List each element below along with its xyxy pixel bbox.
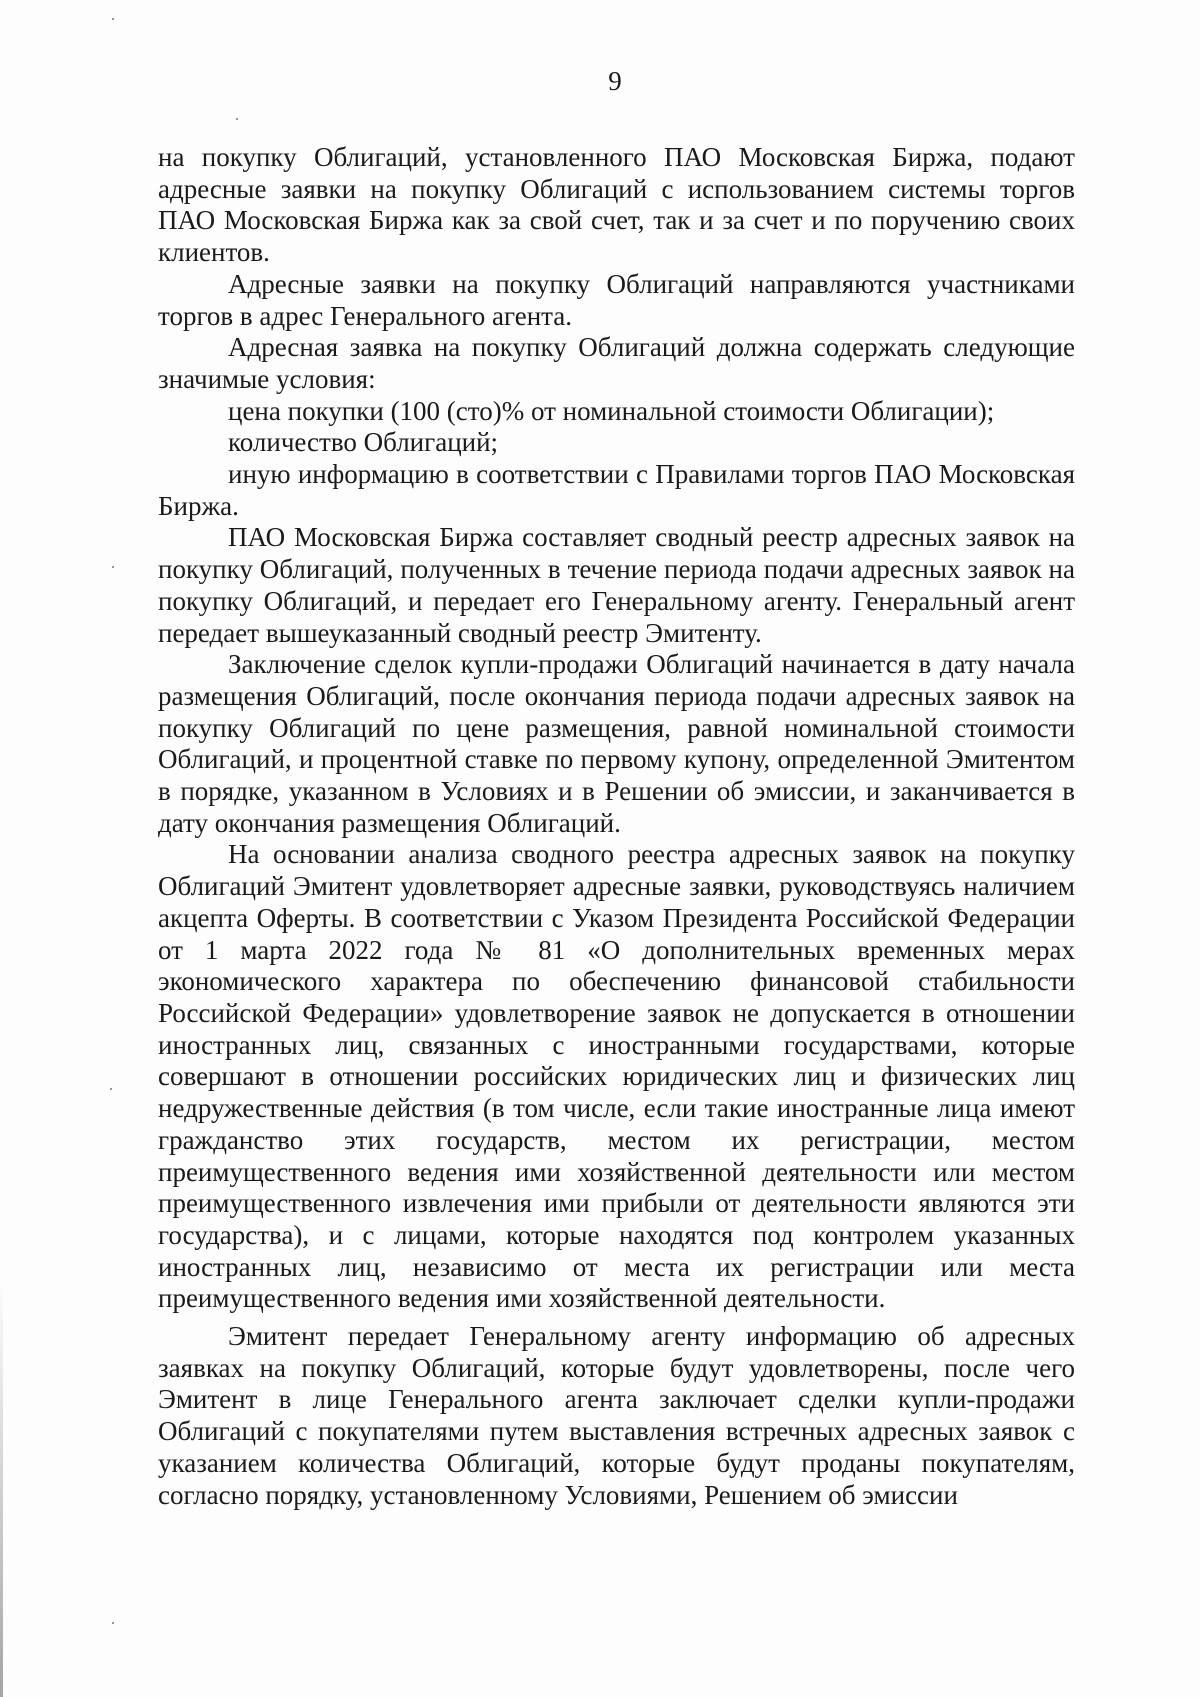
paragraph: На основании анализа сводного реестра адресных заявок на покупку Облигаций Эмитент удовлетворяет адресные заявки, руководствуясь наличием акцепта Оферты. В соответствии с Указом Президента Российской Федерации от 1 марта 2022 года № 81 «О дополнительных временных мерах экономического характера по обеспечению финансовой стабильности Российской Федерации» удовлетворение заявок не допускается в отношении иностранных лиц, связанных с иностранными государствами, которые совершают в отношении российских юридических лиц и физических лиц недружественные действия (в том числе, если такие иностранные лица имеют гражданство этих государств, местом их регистрации, местом преимущественного ведения ими хозяйственной деятельности или местом преимущественного извлечения ими прибыли от деятельности являются эти государства), и с лицами, которые находятся под контролем указанных иностранных лиц, независимо от места их регистрации или места преимущественного ведения ими хозяйственной деятельности. <box>158 839 1075 1314</box>
paragraph: Эмитент передает Генеральному агенту информацию об адресных заявках на покупку Облигаций, которые будут удовлетворены, после чего Эмитент в лице Генерального агента заключает сделки купли-продажи Облигаций с покупателями путем выставления встречных адресных заявок с указанием количества Облигаций, которые будут проданы покупателям, согласно порядку, установленному Условиями, Решением об эмиссии <box>158 1321 1075 1510</box>
paragraph-continuation: на покупку Облигаций, установленного ПАО Московская Биржа, подают адресные заявки на покупку Облигаций с использованием системы торгов ПАО Московская Биржа как за свой счет, так и за счет и по поручению своих клиентов. <box>158 142 1075 268</box>
paragraph: Адресные заявки на покупку Облигаций направляются участниками торгов в адрес Генерального агента. <box>158 268 1075 331</box>
scan-speck <box>112 1622 114 1624</box>
paragraph: ПАО Московская Биржа составляет сводный реестр адресных заявок на покупку Облигаций, полученных в течение периода подачи адресных заявок на покупку Облигаций, и передает его Генеральному агенту. Генеральный агент передает вышеуказанный сводный реестр Эмитенту. <box>158 522 1075 648</box>
scan-speck <box>112 18 114 20</box>
page-number: 9 <box>608 66 622 96</box>
paragraph: Заключение сделок купли-продажи Облигаций начинается в дату начала размещения Облигаций, после окончания периода подачи адресных заявок на покупку Облигаций по цене размещения, равной номинальной стоимости Облигаций, и процентной ставке по первому купону, определенной Эмитентом в порядке, указанном в Условиях и в Решении об эмиссии, и заканчивается в дату окончания размещения Облигаций. <box>158 649 1075 838</box>
paragraph: количество Облигаций; <box>228 427 499 458</box>
scan-speck <box>110 1088 112 1090</box>
paragraph: иную информацию в соответствии с Правилами торгов ПАО Московская Биржа. <box>158 459 1075 521</box>
scan-speck <box>236 118 238 120</box>
scan-edge-shadow <box>0 1280 3 1697</box>
paragraph: Адресная заявка на покупку Облигаций должна содержать следующие значимые условия: <box>158 332 1075 394</box>
scan-speck <box>112 566 114 568</box>
paragraph: цена покупки (100 (сто)% от номинальной стоимости Облигации); <box>228 395 995 426</box>
document-body <box>158 142 1075 1511</box>
